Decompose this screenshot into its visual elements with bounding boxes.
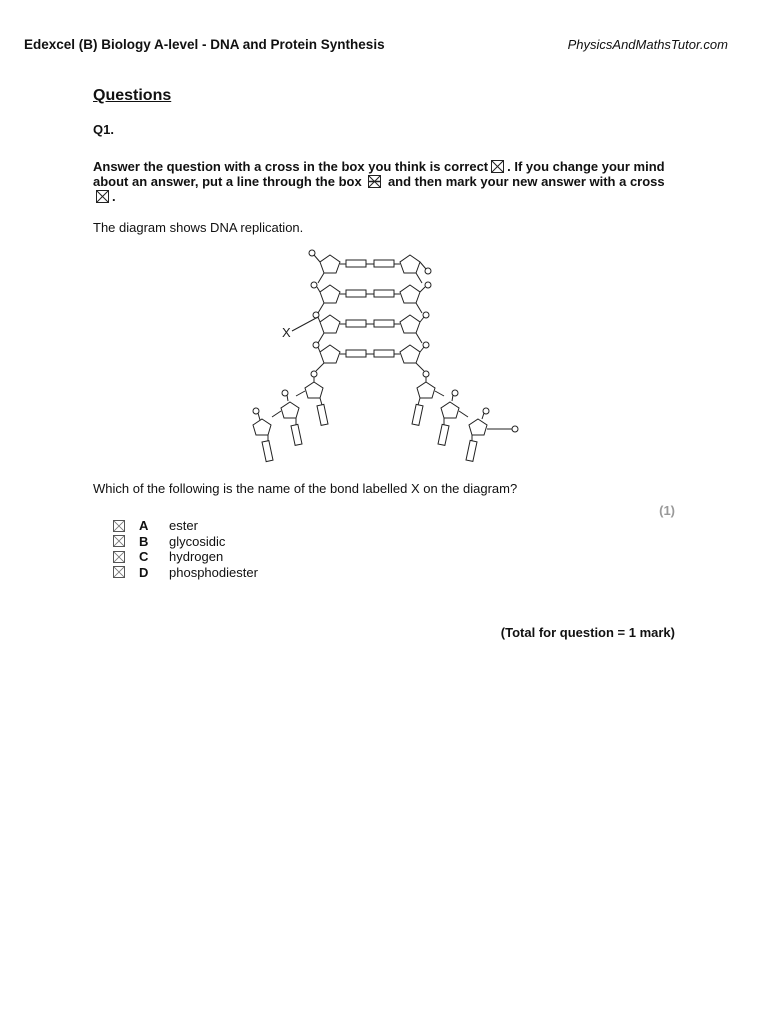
option-text: glycosidic — [169, 533, 226, 549]
option-letter: A — [139, 518, 149, 534]
option-d[interactable] — [113, 565, 258, 581]
option-letter: C — [139, 549, 149, 565]
instruction-text-4: . — [112, 189, 116, 204]
instruction-text-2: . If you change your mind about an answer, put a line through the box — [93, 159, 665, 189]
instruction-text-3: and then mark your new answer with a cross — [387, 174, 665, 189]
instructions — [93, 159, 683, 204]
diagram-intro: The diagram shows DNA replication. — [93, 220, 304, 235]
answer-options — [113, 518, 258, 580]
checkbox-icon[interactable] — [113, 566, 125, 578]
marks-available: (1) — [659, 503, 675, 518]
checkbox-icon[interactable] — [113, 535, 125, 547]
header-site: PhysicsAndMathsTutor.com — [567, 37, 728, 52]
option-text: ester — [169, 518, 198, 534]
option-a[interactable] — [113, 518, 258, 534]
header-title: Edexcel (B) Biology A-level - DNA and Protein Synthesis — [24, 37, 385, 52]
diagram-label-x: X — [282, 325, 291, 340]
struck-crossed-box-icon — [368, 175, 381, 188]
left-strand — [253, 371, 328, 462]
crossed-box-icon — [96, 190, 109, 203]
option-b[interactable] — [113, 534, 258, 550]
option-text: hydrogen — [169, 549, 224, 565]
checkbox-icon[interactable] — [113, 551, 125, 563]
crossed-box-icon — [491, 160, 504, 173]
option-c[interactable] — [113, 549, 258, 565]
question-prompt: Which of the following is the name of the bond labelled X on the diagram? — [93, 481, 518, 496]
dna-replication-diagram — [240, 245, 530, 470]
option-letter: D — [139, 564, 149, 580]
x-label-pointer — [292, 317, 318, 331]
checkbox-icon[interactable] — [113, 520, 125, 532]
option-text: phosphodiester — [169, 564, 258, 580]
instruction-text-1: Answer the question with a cross in the box you think is correct — [93, 159, 489, 174]
question-number: Q1. — [93, 122, 114, 137]
option-letter: B — [139, 533, 149, 549]
base-pair-rows — [309, 250, 431, 371]
right-strand — [412, 371, 518, 461]
questions-heading: Questions — [93, 87, 172, 104]
question-total: (Total for question = 1 mark) — [500, 625, 675, 640]
